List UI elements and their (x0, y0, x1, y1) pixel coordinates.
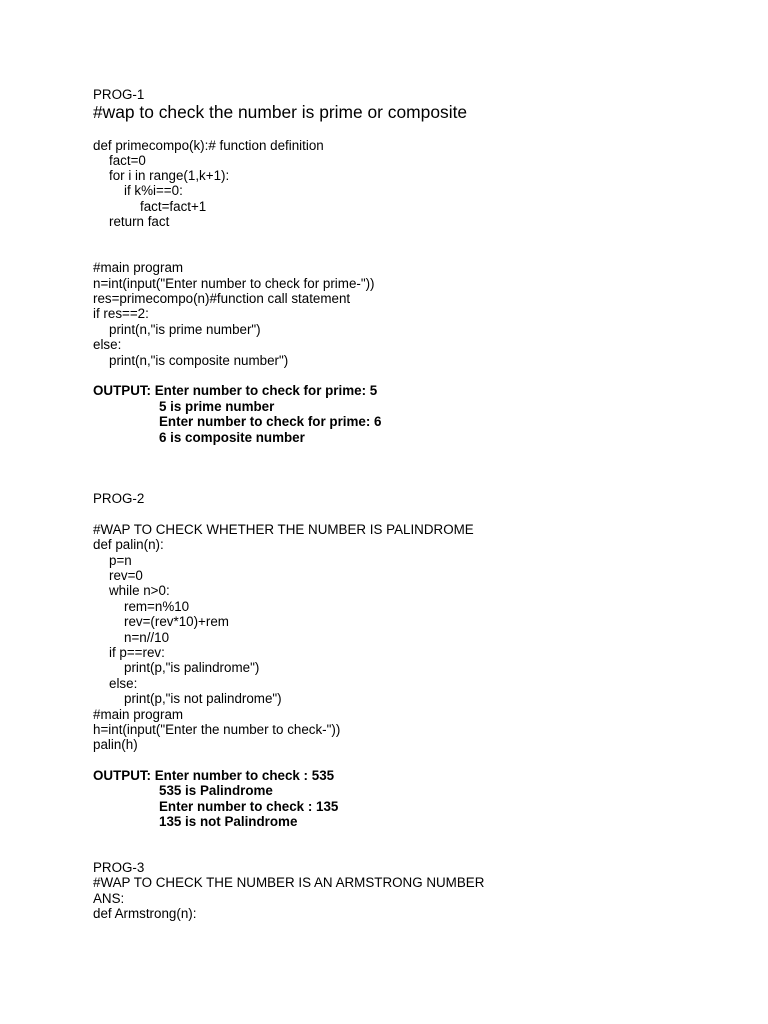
prog1-title: #wap to check the number is prime or composite (93, 102, 468, 122)
code-line: def Armstrong(n): (93, 906, 197, 921)
code-line: rem=n%10 (124, 599, 190, 614)
code-line: fact=0 (109, 153, 146, 168)
output-line: 6 is composite number (159, 430, 305, 445)
code-line: def palin(n): (93, 537, 164, 552)
document-page (93, 0, 768, 1024)
output-line: Enter number to check : 135 (159, 799, 339, 814)
code-line: rev=0 (109, 568, 143, 583)
code-line: print(n,"is composite number") (109, 353, 289, 368)
code-line: if res==2: (93, 306, 149, 321)
code-line: if p==rev: (109, 645, 165, 660)
prog2-title: #WAP TO CHECK WHETHER THE NUMBER IS PALINDROME (93, 522, 474, 537)
code-line: return fact (109, 214, 170, 229)
output-line: OUTPUT: Enter number to check for prime: 5 (93, 383, 378, 398)
output-line: 535 is Palindrome (159, 783, 273, 798)
code-line: p=n (109, 553, 132, 568)
code-line: n=n//10 (124, 630, 170, 645)
prog3-title: #WAP TO CHECK THE NUMBER IS AN ARMSTRONG NUMBER (93, 875, 485, 890)
code-line: for i in range(1,k+1): (109, 168, 230, 183)
code-line: else: (93, 337, 122, 352)
code-line: if k%i==0: (124, 183, 183, 198)
output-line: 5 is prime number (159, 399, 275, 414)
prog3-label: PROG-3 (93, 860, 145, 875)
code-line: n=int(input("Enter number to check for prime-")) (93, 276, 375, 291)
code-line: h=int(input("Enter the number to check-")) (93, 722, 341, 737)
output-line: OUTPUT: Enter number to check : 535 (93, 768, 335, 783)
prog1-label: PROG-1 (93, 87, 145, 102)
code-line: #main program (93, 260, 184, 275)
code-line: res=primecompo(n)#function call statement (93, 291, 351, 306)
code-line: #main program (93, 707, 184, 722)
output-line: Enter number to check for prime: 6 (159, 414, 382, 429)
code-line: print(p,"is not palindrome") (124, 691, 282, 706)
code-line: while n>0: (109, 583, 170, 598)
code-line: def primecompo(k):# function definition (93, 138, 324, 153)
code-line: palin(h) (93, 737, 138, 752)
prog3-ans: ANS: (93, 891, 125, 906)
code-line: print(p,"is palindrome") (124, 660, 260, 675)
code-line: print(n,"is prime number") (109, 322, 261, 337)
code-line: rev=(rev*10)+rem (124, 614, 229, 629)
code-line: fact=fact+1 (140, 199, 207, 214)
prog2-label: PROG-2 (93, 491, 145, 506)
output-line: 135 is not Palindrome (159, 814, 298, 829)
code-line: else: (109, 676, 138, 691)
